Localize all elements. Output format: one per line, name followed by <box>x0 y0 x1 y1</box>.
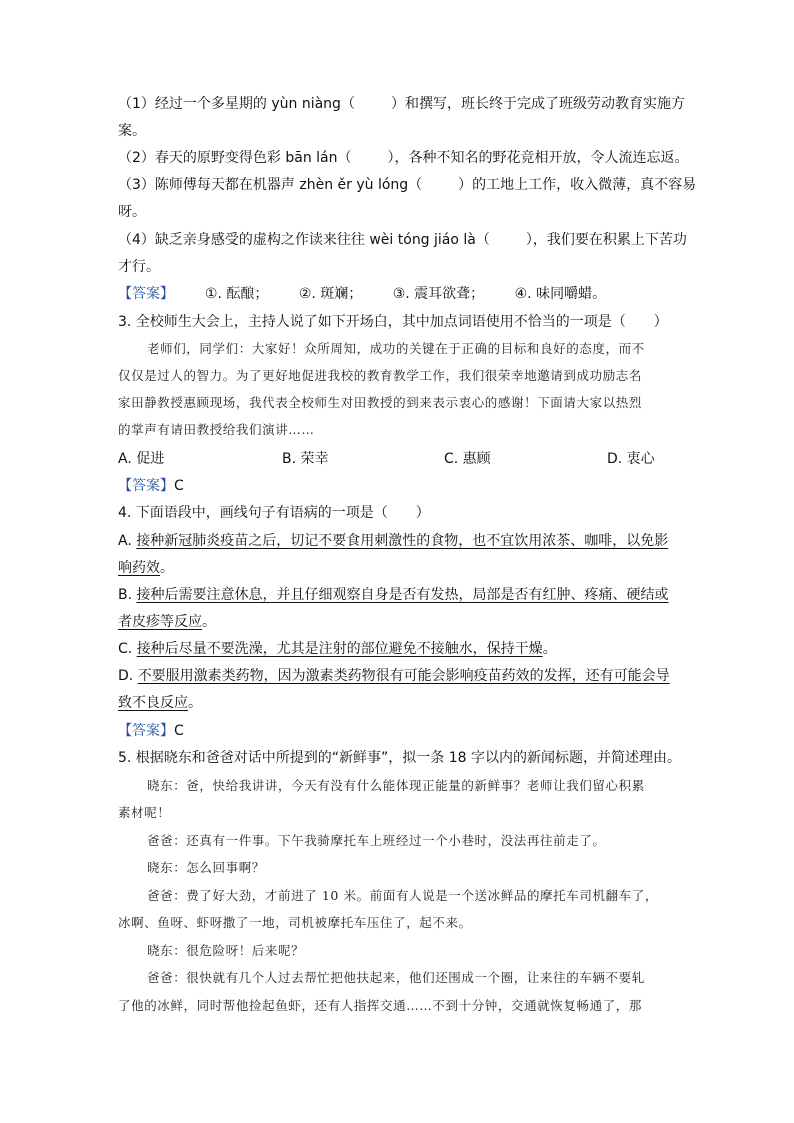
q4-option-d-cont: 致不良反应。 <box>118 695 202 711</box>
answer-item: ①. 酝酿； <box>204 286 269 302</box>
answer-item: ④. 味同嚼蜡。 <box>514 286 607 302</box>
q3-option-a: A. 促进 <box>118 451 165 467</box>
q2-item-1-cont: 案。 <box>118 123 146 139</box>
q2-item-4-cont: 才行。 <box>118 259 160 275</box>
q4-stem: 4. 下面语段中，画线句子有语病的一项是（ ） <box>118 505 430 521</box>
q4-answer <box>118 721 678 741</box>
q5-dialogue-line: 爸爸：很快就有几个人过去帮忙把他扶起来，他们还围成一个圈，让来往的车辆不要轧 <box>147 970 645 985</box>
q3-passage-line: 仅仅是过人的智力。为了更好地促进我校的教育教学工作，我们很荣幸地邀请到成功励志名 <box>118 368 643 383</box>
q3-answer <box>118 476 678 496</box>
q4-option-a: A. 接种新冠肺炎疫苗之后，切记不要食用刺激性的食物，也不宜饮用浓茶、咖啡，以免影 <box>118 533 669 549</box>
underlined-sentence: 响药效 <box>118 560 160 576</box>
q3-passage-line: 家田静教授惠顾现场，我代表全校师生对田教授的到来表示衷心的感谢！下面请大家以热烈 <box>118 395 643 410</box>
q2-item-1: （1）经过一个多星期的 yùn niàng（ ）和撰写，班长终于完成了班级劳动教育实施方 <box>118 96 685 112</box>
underlined-sentence: 接种新冠肺炎疫苗之后，切记不要食用刺激性的食物，也不宜饮用浓茶、咖啡，以免影 <box>136 533 669 549</box>
underlined-sentence: 者皮疹等反应 <box>118 614 202 630</box>
answer-item: ②. 斑斓； <box>298 286 363 302</box>
q5-dialogue-line: 晓东：很危险呀！后来呢？ <box>147 943 305 958</box>
q3-passage-line: 老师们，同学们：大家好！众所周知，成功的关键在于正确的目标和良好的态度，而不 <box>147 341 645 356</box>
q4-option-b: B. 接种后需要注意休息，并且仔细观察自身是否有发热，局部是否有红肿、疼痛、硬结或 <box>118 587 669 603</box>
underlined-sentence: 接种后尽量不要洗澡，尤其是注射的部位避免不接触水，保持干燥 <box>136 641 543 657</box>
q3-stem: 3. 全校师生大会上，主持人说了如下开场白，其中加点词语使用不恰当的一项是（ ） <box>118 314 668 330</box>
answer-label: 【答案】 <box>118 478 174 494</box>
q2-item-4: （4）缺乏亲身感受的虚构之作读来往往 wèi tóng jiáo là（ ），我们要在积累上下苦功 <box>118 232 687 248</box>
q2-item-3: （3）陈师傅每天都在机器声 zhèn ěr yù lóng（ ）的工地上工作，收入微薄，真不容易 <box>118 177 697 193</box>
underlined-sentence: 接种后需要注意休息，并且仔细观察自身是否有发热，局部是否有红肿、疼痛、硬结或 <box>136 587 669 603</box>
q4-option-d: D. 不要服用激素类药物，因为激素类药物很有可能会影响疫苗药效的发挥，还有可能会导 <box>118 668 670 684</box>
q5-dialogue-line: 晓东：怎么回事啊？ <box>147 860 265 875</box>
q3-option-b: B. 荣幸 <box>282 451 329 467</box>
q2-item-2: （2）春天的原野变得色彩 bān lán（ ），各种不知名的野花竞相开放，令人流连忘返。 <box>118 150 689 166</box>
q3-option-d: D. 衷心 <box>607 451 655 467</box>
underlined-sentence: 致不良反应 <box>118 695 188 711</box>
q2-item-3-cont: 呀。 <box>118 204 146 220</box>
q4-option-a-cont: 响药效。 <box>118 560 174 576</box>
answer-value: C <box>174 723 184 739</box>
q5-dialogue-line: 冰啊、鱼呀、虾呀撒了一地，司机被摩托车压住了，起不来。 <box>118 915 472 930</box>
q5-stem: 5. 根据晓东和爸爸对话中所提到的“新鲜事”，拟一条 18 字以内的新闻标题，并简述理由。 <box>118 750 682 766</box>
answer-label: 【答案】 <box>118 723 174 739</box>
q3-option-c: C. 惠顾 <box>444 451 491 467</box>
q5-dialogue-line: 爸爸：还真有一件事。下午我骑摩托车上班经过一个小巷时，没法再往前走了。 <box>147 833 606 848</box>
underlined-sentence: 不要服用激素类药物，因为激素类药物很有可能会影响疫苗药效的发挥，还有可能会导 <box>137 668 670 684</box>
q5-dialogue-line: 了他的冰鲜，同时帮他捡起鱼虾，还有人指挥交通……不到十分钟，交通就恢复畅通了，那 <box>118 998 643 1013</box>
q5-dialogue-line: 素材呢！ <box>118 805 171 820</box>
q4-option-c: C. 接种后尽量不要洗澡，尤其是注射的部位避免不接触水，保持干燥。 <box>118 641 557 657</box>
q4-option-b-cont: 者皮疹等反应。 <box>118 614 216 630</box>
answer-label: 【答案】 <box>118 286 174 302</box>
q3-passage-line: 的掌声有请田教授给我们演讲…… <box>118 422 315 437</box>
answer-item: ③. 震耳欲聋； <box>392 286 485 302</box>
answer-value: C <box>174 478 184 494</box>
q5-dialogue-line: 晓东：爸，快给我讲讲，今天有没有什么能体现正能量的新鲜事？老师让我们留心积累 <box>147 778 645 793</box>
q5-dialogue-line: 爸爸：费了好大劲，才前进了 10 米。前面有人说是一个送冰鲜品的摩托车司机翻车了， <box>147 888 658 903</box>
q2-answer <box>118 284 678 304</box>
